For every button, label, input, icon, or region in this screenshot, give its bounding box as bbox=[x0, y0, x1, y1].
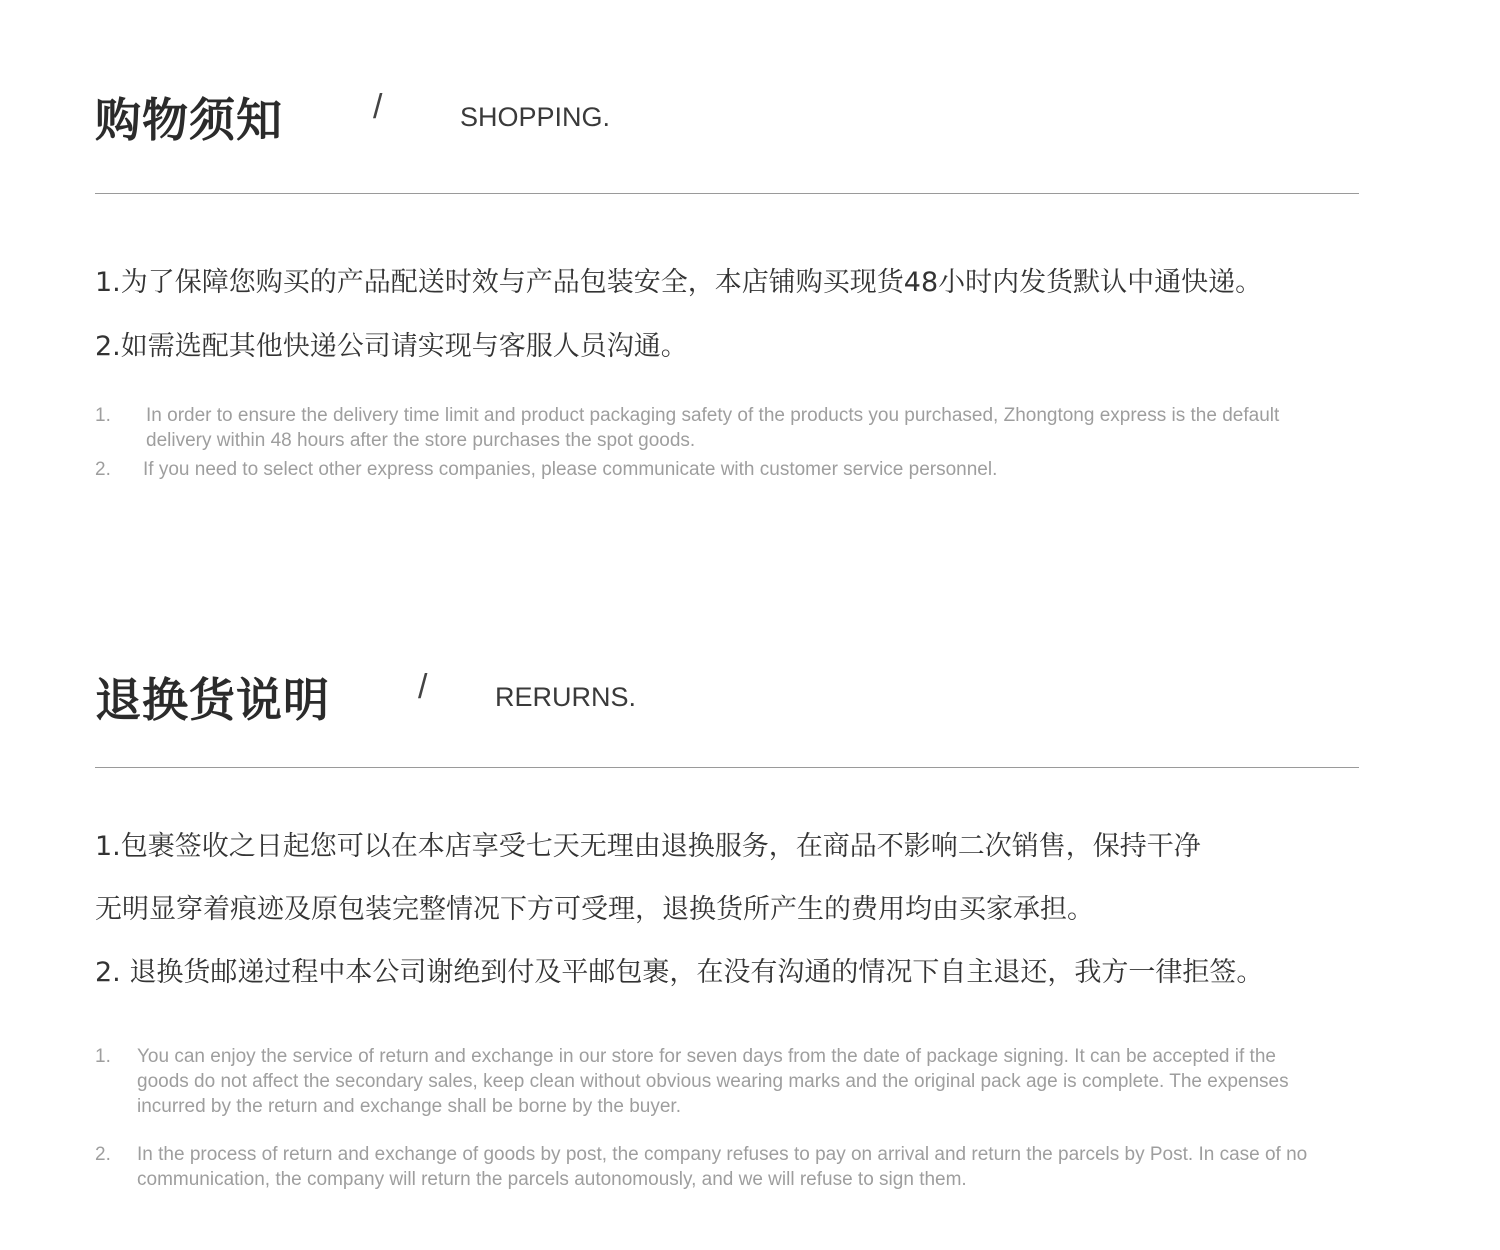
returns-en-item-1-text: You can enjoy the service of return and exchange in our store for seven days from the date of package signing. It can be accepted if the goods do not affect the secondary sales, keep clean without obvious wearing marks and the original pack age is complete. The expenses incurred by the return and exchange shall be borne by the buyer. bbox=[137, 1046, 1289, 1117]
returns-en-item-2-text: In the process of return and exchange of goods by post, the company refuses to pay on arrival and return the parcels by Post. In case of no communication, the company will return the parcels autonomously, and we will refuse to sign them. bbox=[137, 1144, 1308, 1190]
shopping-divider bbox=[95, 193, 1359, 194]
returns-cn-line-1: 1.包裹签收之日起您可以在本店享受七天无理由退换服务，在商品不影响二次销售，保持干净 bbox=[95, 831, 1201, 862]
shopping-title-slash: / bbox=[373, 88, 383, 126]
shopping-en-item-1-text: In order to ensure the delivery time limit and product packaging safety of the products you purchased, Zhongtong express is the default delivery within 48 hours after the store purchases the spot goods. bbox=[146, 405, 1280, 451]
returns-title-slash: / bbox=[418, 668, 428, 706]
returns-en-item-1-num: 1. bbox=[95, 1046, 111, 1067]
shopping-cn-line-1: 1.为了保障您购买的产品配送时效与产品包装安全，本店铺购买现货48小时内发货默认中通快递。 bbox=[95, 267, 1263, 298]
shopping-title-en: SHOPPING. bbox=[460, 102, 611, 132]
returns-cn-line-3: 2. 退换货邮递过程中本公司谢绝到付及平邮包裹，在没有沟通的情况下自主退还，我方一律拒签。 bbox=[95, 957, 1264, 988]
shopping-cn-line-2: 2.如需选配其他快递公司请实现与客服人员沟通。 bbox=[95, 331, 688, 362]
returns-cn-line-2: 无明显穿着痕迹及原包装完整情况下方可受理，退换货所产生的费用均由买家承担。 bbox=[95, 894, 1094, 925]
shopping-section bbox=[95, 84, 1395, 504]
returns-title-en: RERURNS. bbox=[495, 682, 637, 712]
returns-section bbox=[95, 664, 1395, 1204]
returns-divider bbox=[95, 767, 1359, 768]
returns-title-cn: 退换货说明 bbox=[95, 673, 330, 727]
shopping-heading bbox=[95, 84, 1395, 164]
returns-heading bbox=[95, 664, 1395, 744]
shopping-title-cn: 购物须知 bbox=[95, 93, 283, 147]
shopping-en-item-1-num: 1. bbox=[95, 405, 111, 426]
shopping-en-item-2-num: 2. bbox=[95, 459, 111, 480]
shopping-en-item-2-text: If you need to select other express companies, please communicate with customer service personnel. bbox=[143, 459, 998, 480]
returns-en-item-2-num: 2. bbox=[95, 1144, 111, 1165]
